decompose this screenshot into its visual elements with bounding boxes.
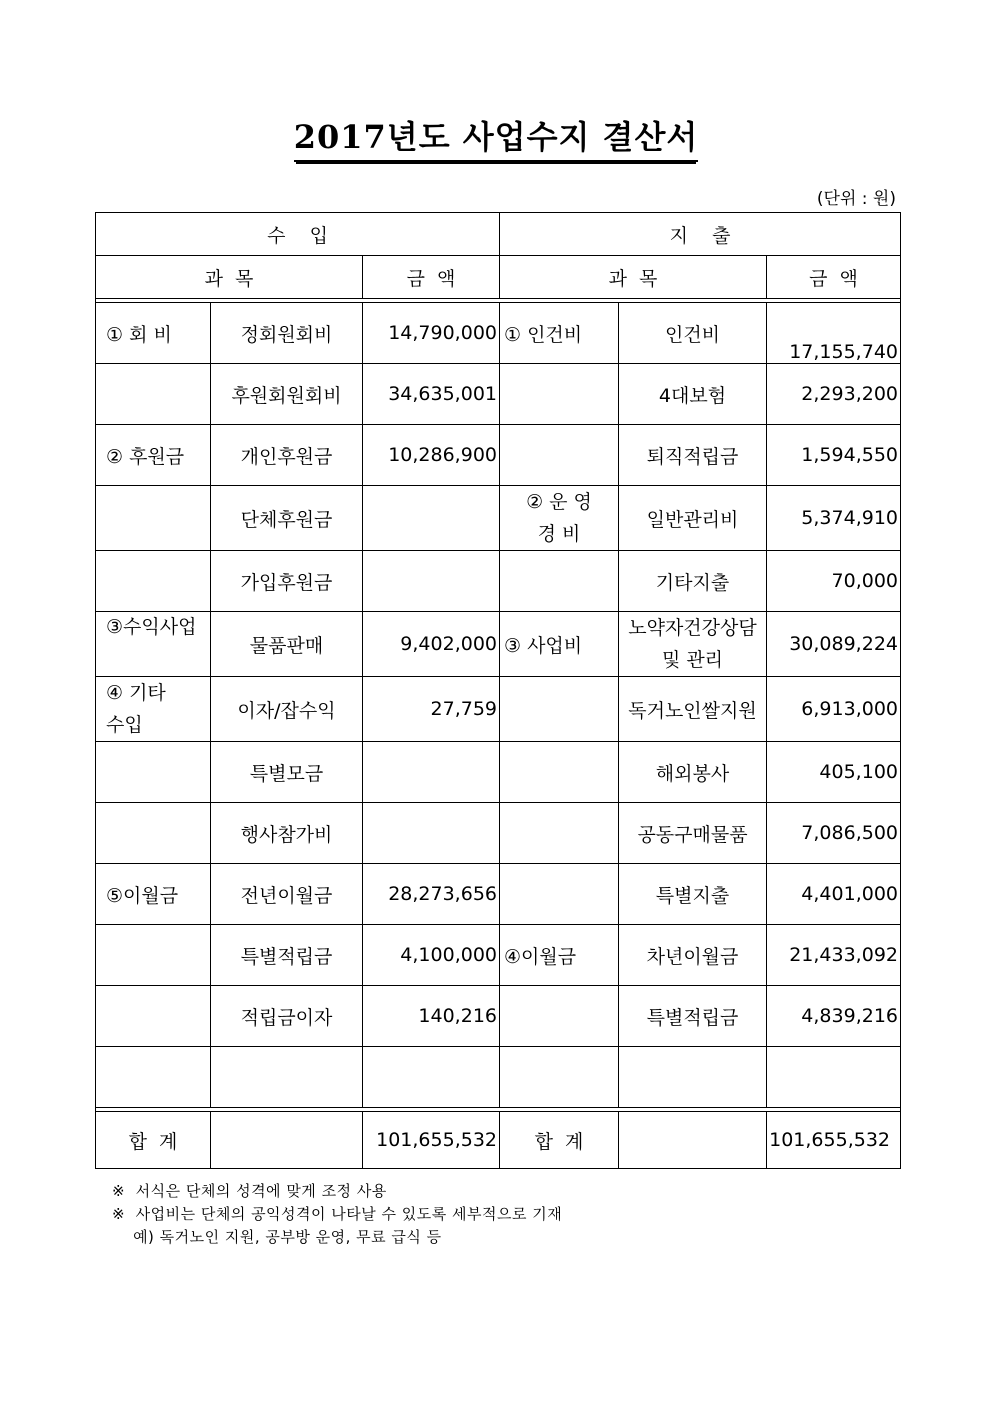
income-category (96, 364, 211, 425)
table-row (96, 612, 901, 677)
expense-subject: 4대보험 (619, 364, 767, 425)
income-total-label: 합 계 (96, 1112, 211, 1169)
expense-amount: 2,293,200 (767, 364, 901, 425)
expense-category (500, 986, 619, 1047)
income-amount (363, 742, 500, 803)
income-category (96, 551, 211, 612)
settlement-table (95, 212, 901, 1169)
expense-subject: 특별적립금 (619, 986, 767, 1047)
income-amount: 10,286,900 (363, 425, 500, 486)
expense-amount: 4,401,000 (767, 864, 901, 925)
table-row (96, 742, 901, 803)
expense-amount (767, 1047, 901, 1108)
income-header: 수 입 (96, 213, 500, 256)
expense-category: ② 운 영 경 비 (500, 486, 619, 551)
expense-amount: 1,594,550 (767, 425, 901, 486)
note-line: 예) 독거노인 지원, 공부방 운영, 무료 급식 등 (112, 1228, 442, 1246)
expense-amount: 21,433,092 (767, 925, 901, 986)
income-amount (363, 551, 500, 612)
income-amount: 28,273,656 (363, 864, 500, 925)
expense-total-blank (619, 1112, 767, 1169)
expense-subject: 퇴직적립금 (619, 425, 767, 486)
table-row (96, 925, 901, 986)
expense-amount: 70,000 (767, 551, 901, 612)
income-category: ③수익사업 (96, 612, 211, 677)
income-subject: 단체후원금 (211, 486, 363, 551)
income-category: ② 후원금 (96, 425, 211, 486)
expense-amount: 5,374,910 (767, 486, 901, 551)
expense-category (500, 864, 619, 925)
expense-category (500, 551, 619, 612)
income-amount: 27,759 (363, 677, 500, 742)
expense-subject: 기타지출 (619, 551, 767, 612)
income-total-blank (211, 1112, 363, 1169)
income-category: ① 회 비 (96, 303, 211, 364)
table-row (96, 364, 901, 425)
expense-subject: 독거노인쌀지원 (619, 677, 767, 742)
expense-subject: 노약자건강상담 및 관리 (619, 612, 767, 677)
expense-category (500, 677, 619, 742)
income-amount: 34,635,001 (363, 364, 500, 425)
table-row (96, 303, 901, 364)
income-subject: 물품판매 (211, 612, 363, 677)
table-row (96, 425, 901, 486)
expense-subject (619, 1047, 767, 1108)
expense-amount: 4,839,216 (767, 986, 901, 1047)
document-title: 2017년도 사업수지 결산서 (0, 112, 992, 162)
expense-total-label: 합 계 (500, 1112, 619, 1169)
income-category (96, 742, 211, 803)
expense-category: ④이월금 (500, 925, 619, 986)
income-subject: 정회원회비 (211, 303, 363, 364)
expense-amount: 7,086,500 (767, 803, 901, 864)
income-category: ⑤이월금 (96, 864, 211, 925)
expense-amount: 17,155,740 (767, 303, 901, 364)
income-subject: 개인후원금 (211, 425, 363, 486)
table-row (96, 986, 901, 1047)
income-amount-header: 금 액 (363, 256, 500, 299)
income-amount (363, 803, 500, 864)
income-amount (363, 486, 500, 551)
income-amount (363, 1047, 500, 1108)
income-subject: 행사참가비 (211, 803, 363, 864)
table-row (96, 677, 901, 742)
table-row (96, 864, 901, 925)
income-subject: 후원회원회비 (211, 364, 363, 425)
expense-category (500, 364, 619, 425)
income-category: ④ 기타 수입 (96, 677, 211, 742)
income-subject: 이자/잡수익 (211, 677, 363, 742)
expense-item-header: 과 목 (500, 256, 767, 299)
income-subject: 특별모금 (211, 742, 363, 803)
expense-category (500, 1047, 619, 1108)
income-subject: 가입후원금 (211, 551, 363, 612)
income-subject: 특별적립금 (211, 925, 363, 986)
income-category (96, 925, 211, 986)
income-subject: 적립금이자 (211, 986, 363, 1047)
unit-label: (단위 : 원) (816, 189, 896, 209)
income-amount: 9,402,000 (363, 612, 500, 677)
note-line: ※ 사업비는 단체의 공익성격이 나타날 수 있도록 세부적으로 기재 (112, 1205, 563, 1223)
expense-subject: 해외봉사 (619, 742, 767, 803)
expense-header: 지 출 (500, 213, 901, 256)
income-amount: 14,790,000 (363, 303, 500, 364)
income-subject: 전년이월금 (211, 864, 363, 925)
notes (112, 1180, 562, 1249)
income-total-amount: 101,655,532 (363, 1112, 500, 1169)
income-category (96, 803, 211, 864)
expense-category (500, 425, 619, 486)
expense-category (500, 742, 619, 803)
expense-category: ① 인건비 (500, 303, 619, 364)
income-category (96, 1047, 211, 1108)
expense-total-amount: 101,655,532 (767, 1112, 901, 1169)
income-subject (211, 1047, 363, 1108)
table-row (96, 486, 901, 551)
expense-amount: 6,913,000 (767, 677, 901, 742)
note-line: ※ 서식은 단체의 성격에 맞게 조정 사용 (112, 1182, 387, 1200)
income-amount: 4,100,000 (363, 925, 500, 986)
income-item-header: 과 목 (96, 256, 363, 299)
table-row (96, 551, 901, 612)
table-row (96, 1047, 901, 1108)
expense-subject: 차년이월금 (619, 925, 767, 986)
expense-subject: 일반관리비 (619, 486, 767, 551)
expense-category: ③ 사업비 (500, 612, 619, 677)
expense-subject: 특별지출 (619, 864, 767, 925)
income-amount: 140,216 (363, 986, 500, 1047)
expense-subject: 인건비 (619, 303, 767, 364)
income-category (96, 486, 211, 551)
expense-amount: 405,100 (767, 742, 901, 803)
expense-category (500, 803, 619, 864)
income-category (96, 986, 211, 1047)
expense-amount: 30,089,224 (767, 612, 901, 677)
expense-subject: 공동구매물품 (619, 803, 767, 864)
expense-amount-header: 금 액 (767, 256, 901, 299)
table-row (96, 803, 901, 864)
